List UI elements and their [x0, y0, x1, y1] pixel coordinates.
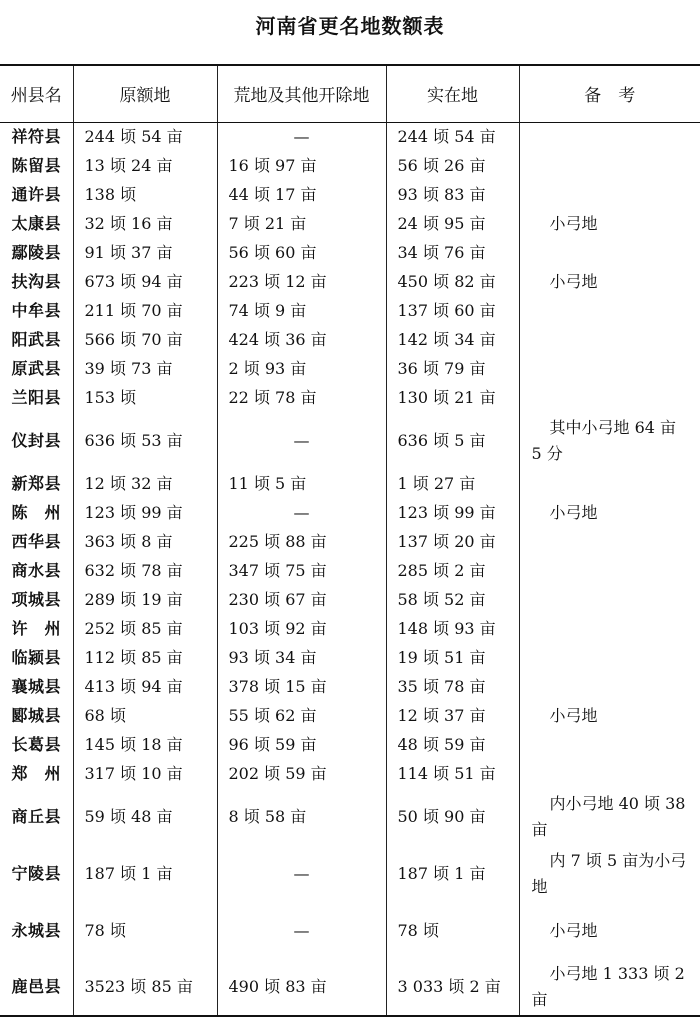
actual-land-cell: 137 顷 20 亩 [386, 527, 519, 556]
original-land-cell: 39 顷 73 亩 [73, 354, 217, 383]
note-cell [519, 122, 700, 151]
table-row [0, 845, 700, 902]
county-name-cell: 西华县 [11, 531, 61, 551]
county-name-cell: 通许县 [11, 184, 61, 204]
county-name-cell: 陈 州 [11, 502, 61, 522]
original-land-cell: 673 顷 94 亩 [73, 267, 217, 296]
county-name-cell: 商丘县 [11, 806, 61, 826]
actual-land-cell: 34 顷 76 亩 [386, 238, 519, 267]
actual-land-cell: 35 顷 78 亩 [386, 672, 519, 701]
actual-land-cell: 285 顷 2 亩 [386, 556, 519, 585]
note-cell: 小弓地 [519, 267, 700, 296]
county-name-cell: 扶沟县 [11, 271, 61, 291]
waste-land-cell: 11 顷 5 亩 [217, 469, 386, 498]
header-waste: 荒地及其他开除地 [217, 65, 386, 122]
waste-land-cell: 7 顷 21 亩 [217, 209, 386, 238]
original-land-cell: 413 顷 94 亩 [73, 672, 217, 701]
county-name-cell: 郾城县 [11, 705, 61, 725]
note-cell: 小弓地 1 333 顷 2 亩 [519, 959, 700, 1016]
original-land-cell: 12 顷 32 亩 [73, 469, 217, 498]
actual-land-cell: 123 顷 99 亩 [386, 498, 519, 527]
waste-land-cell: 74 顷 9 亩 [217, 296, 386, 325]
table-row [0, 788, 700, 845]
table-row [0, 672, 700, 701]
county-name-cell: 永城县 [11, 920, 61, 940]
note-cell [519, 238, 700, 267]
original-land-cell: 78 顷 [73, 902, 217, 959]
actual-land-cell: 36 顷 79 亩 [386, 354, 519, 383]
original-land-cell: 138 顷 [73, 180, 217, 209]
note-cell [519, 643, 700, 672]
table-row [0, 643, 700, 672]
original-land-cell: 566 顷 70 亩 [73, 325, 217, 354]
note-cell [519, 325, 700, 354]
county-name-cell: 兰阳县 [11, 387, 61, 407]
county-name-cell: 长葛县 [11, 734, 61, 754]
actual-land-cell: 1 顷 27 亩 [386, 469, 519, 498]
original-land-cell: 363 顷 8 亩 [73, 527, 217, 556]
actual-land-cell: 50 顷 90 亩 [386, 788, 519, 845]
actual-land-cell: 78 顷 [386, 902, 519, 959]
note-cell [519, 469, 700, 498]
header-county: 州县名 [0, 65, 73, 122]
county-name-cell: 许 州 [11, 618, 61, 638]
waste-land-cell: 2 顷 93 亩 [217, 354, 386, 383]
waste-land-cell: — [217, 845, 386, 902]
original-land-cell: 112 顷 85 亩 [73, 643, 217, 672]
table-row [0, 614, 700, 643]
waste-land-cell: 56 顷 60 亩 [217, 238, 386, 267]
county-name-cell: 陈留县 [11, 155, 61, 175]
note-cell [519, 354, 700, 383]
county-name-cell: 祥符县 [11, 126, 61, 146]
waste-land-cell: — [217, 412, 386, 469]
note-cell [519, 151, 700, 180]
waste-land-cell: 103 顷 92 亩 [217, 614, 386, 643]
table-row [0, 180, 700, 209]
original-land-cell: 91 顷 37 亩 [73, 238, 217, 267]
county-name-cell: 仪封县 [11, 430, 61, 450]
waste-land-cell: — [217, 122, 386, 151]
original-land-cell: 289 顷 19 亩 [73, 585, 217, 614]
note-cell: 其中小弓地 64 亩 5 分 [519, 412, 700, 469]
original-land-cell: 59 顷 48 亩 [73, 788, 217, 845]
original-land-cell: 244 顷 54 亩 [73, 122, 217, 151]
table-row [0, 412, 700, 469]
waste-land-cell: 223 顷 12 亩 [217, 267, 386, 296]
note-cell: 小弓地 [519, 209, 700, 238]
actual-land-cell: 148 顷 93 亩 [386, 614, 519, 643]
actual-land-cell: 450 顷 82 亩 [386, 267, 519, 296]
table-row [0, 959, 700, 1016]
original-land-cell: 317 顷 10 亩 [73, 759, 217, 788]
table-row [0, 209, 700, 238]
waste-land-cell: — [217, 498, 386, 527]
header-original: 原额地 [73, 65, 217, 122]
original-land-cell: 636 顷 53 亩 [73, 412, 217, 469]
waste-land-cell: 202 顷 59 亩 [217, 759, 386, 788]
county-name-cell: 襄城县 [11, 676, 61, 696]
table-row [0, 527, 700, 556]
header-actual: 实在地 [386, 65, 519, 122]
actual-land-cell: 56 顷 26 亩 [386, 151, 519, 180]
table-row [0, 701, 700, 730]
county-name-cell: 太康县 [11, 213, 61, 233]
waste-land-cell: 44 顷 17 亩 [217, 180, 386, 209]
table-title: 河南省更名地数额表 [255, 14, 445, 38]
original-land-cell: 187 顷 1 亩 [73, 845, 217, 902]
waste-land-cell: — [217, 902, 386, 959]
actual-land-cell: 187 顷 1 亩 [386, 845, 519, 902]
table-row [0, 383, 700, 412]
table-row [0, 469, 700, 498]
original-land-cell: 153 顷 [73, 383, 217, 412]
county-name-cell: 项城县 [11, 589, 61, 609]
table-row [0, 354, 700, 383]
land-table [0, 64, 700, 1017]
note-cell [519, 614, 700, 643]
table-row [0, 296, 700, 325]
original-land-cell: 145 顷 18 亩 [73, 730, 217, 759]
original-land-cell: 211 顷 70 亩 [73, 296, 217, 325]
actual-land-cell: 130 顷 21 亩 [386, 383, 519, 412]
note-cell [519, 759, 700, 788]
county-name-cell: 鹿邑县 [0, 959, 73, 1016]
original-land-cell: 32 顷 16 亩 [73, 209, 217, 238]
waste-land-cell: 8 顷 58 亩 [217, 788, 386, 845]
table-row [0, 122, 700, 151]
table-row [0, 585, 700, 614]
waste-land-cell: 55 顷 62 亩 [217, 701, 386, 730]
note-cell [519, 730, 700, 759]
waste-land-cell: 96 顷 59 亩 [217, 730, 386, 759]
note-cell [519, 556, 700, 585]
actual-land-cell: 19 顷 51 亩 [386, 643, 519, 672]
actual-land-cell: 58 顷 52 亩 [386, 585, 519, 614]
waste-land-cell: 93 顷 34 亩 [217, 643, 386, 672]
county-name-cell: 新郑县 [11, 473, 61, 493]
actual-land-cell: 3 033 顷 2 亩 [386, 959, 519, 1016]
note-cell: 内 7 顷 5 亩为小弓地 [519, 845, 700, 902]
actual-land-cell: 12 顷 37 亩 [386, 701, 519, 730]
original-land-cell: 123 顷 99 亩 [73, 498, 217, 527]
note-cell: 内小弓地 40 顷 38 亩 [519, 788, 700, 845]
county-name-cell: 鄢陵县 [11, 242, 61, 262]
note-cell: 小弓地 [519, 498, 700, 527]
waste-land-cell: 230 顷 67 亩 [217, 585, 386, 614]
note-cell [519, 296, 700, 325]
table-row [0, 151, 700, 180]
table-body [0, 122, 700, 1016]
county-name-cell: 宁陵县 [11, 863, 61, 883]
actual-land-cell: 24 顷 95 亩 [386, 209, 519, 238]
note-cell [519, 527, 700, 556]
waste-land-cell: 16 顷 97 亩 [217, 151, 386, 180]
note-cell: 小弓地 [519, 902, 700, 959]
table-row [0, 902, 700, 959]
waste-land-cell: 378 顷 15 亩 [217, 672, 386, 701]
county-name-cell: 阳武县 [11, 329, 61, 349]
table-row [0, 238, 700, 267]
table-row [0, 267, 700, 296]
actual-land-cell: 114 顷 51 亩 [386, 759, 519, 788]
waste-land-cell: 424 顷 36 亩 [217, 325, 386, 354]
actual-land-cell: 244 顷 54 亩 [386, 122, 519, 151]
header-notes: 备 考 [519, 65, 700, 122]
table-row [0, 498, 700, 527]
actual-land-cell: 636 顷 5 亩 [386, 412, 519, 469]
waste-land-cell: 490 顷 83 亩 [217, 959, 386, 1016]
table-row [0, 730, 700, 759]
waste-land-cell: 225 顷 88 亩 [217, 527, 386, 556]
table-row [0, 556, 700, 585]
original-land-cell: 3523 顷 85 亩 [73, 959, 217, 1016]
header-row [0, 65, 700, 122]
actual-land-cell: 48 顷 59 亩 [386, 730, 519, 759]
county-name-cell: 郑 州 [11, 763, 61, 783]
table-row [0, 325, 700, 354]
county-name-cell: 商水县 [11, 560, 61, 580]
county-name-cell: 原武县 [11, 358, 61, 378]
table-row [0, 759, 700, 788]
county-name-cell: 中牟县 [11, 300, 61, 320]
note-cell [519, 180, 700, 209]
original-land-cell: 13 顷 24 亩 [73, 151, 217, 180]
waste-land-cell: 22 顷 78 亩 [217, 383, 386, 412]
original-land-cell: 632 顷 78 亩 [73, 556, 217, 585]
note-cell: 小弓地 [519, 701, 700, 730]
original-land-cell: 252 顷 85 亩 [73, 614, 217, 643]
original-land-cell: 68 顷 [73, 701, 217, 730]
actual-land-cell: 142 顷 34 亩 [386, 325, 519, 354]
waste-land-cell: 347 顷 75 亩 [217, 556, 386, 585]
note-cell [519, 383, 700, 412]
note-cell [519, 672, 700, 701]
actual-land-cell: 137 顷 60 亩 [386, 296, 519, 325]
county-name-cell: 临颍县 [11, 647, 61, 667]
note-cell [519, 585, 700, 614]
actual-land-cell: 93 顷 83 亩 [386, 180, 519, 209]
